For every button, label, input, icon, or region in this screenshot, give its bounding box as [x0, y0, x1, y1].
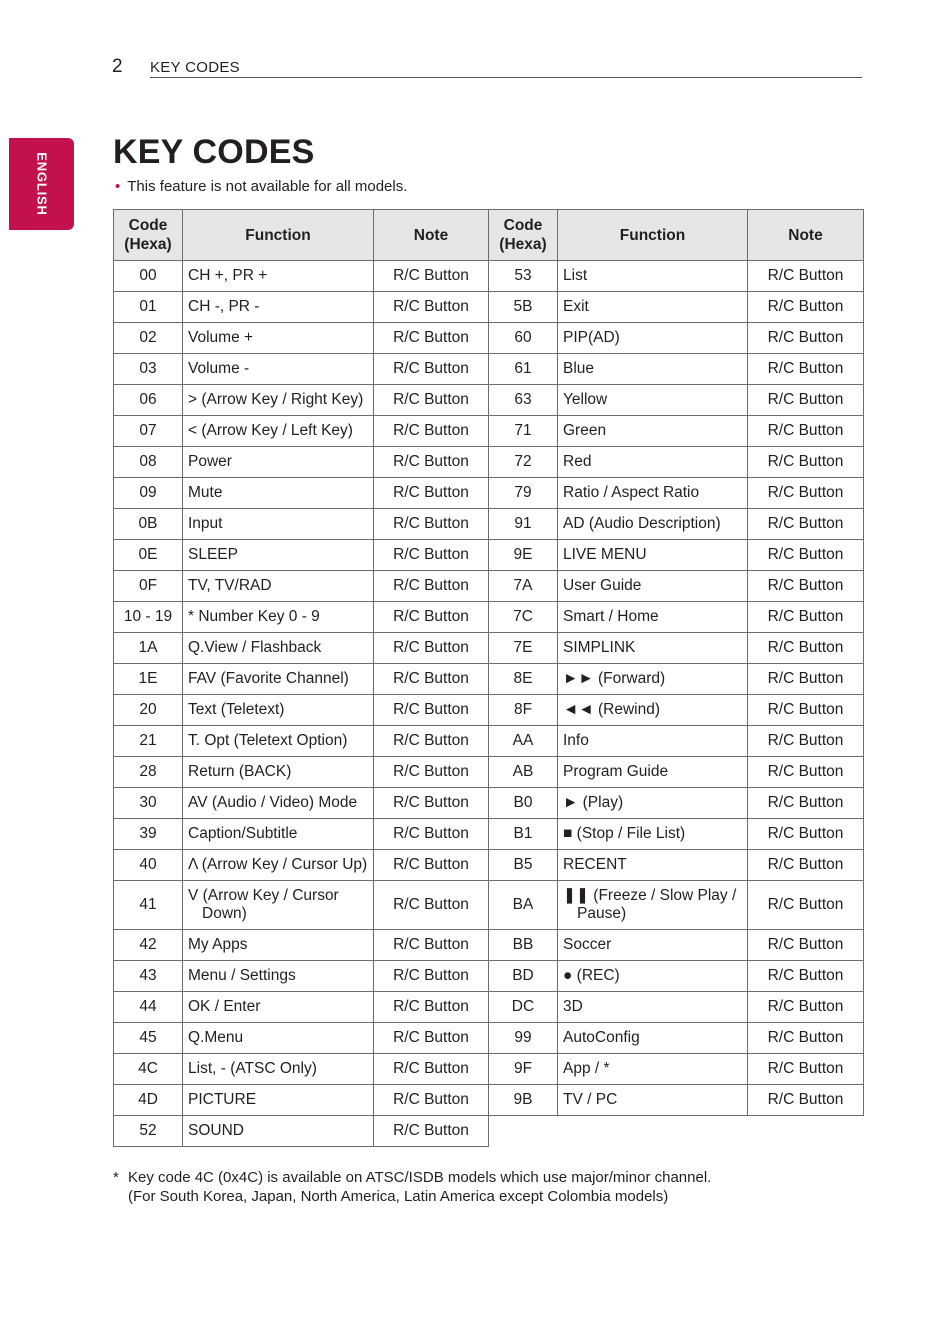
note-cell: R/C Button	[374, 478, 489, 509]
function-cell: * Number Key 0 - 9	[183, 602, 374, 633]
table-row	[114, 961, 864, 992]
code-cell: 99	[489, 1023, 558, 1054]
header-code: Code (Hexa)	[489, 210, 558, 261]
note-cell: R/C Button	[374, 819, 489, 850]
function-cell: Return (BACK)	[183, 757, 374, 788]
code-cell: 1E	[114, 664, 183, 695]
table-row	[114, 930, 864, 961]
table-row	[114, 819, 864, 850]
function-cell: ❚❚ (Freeze / Slow Play / Pause)	[558, 881, 748, 930]
table-row	[114, 292, 864, 323]
function-cell: Power	[183, 447, 374, 478]
function-cell: CH -, PR -	[183, 292, 374, 323]
table-row	[114, 478, 864, 509]
note-cell: R/C Button	[374, 323, 489, 354]
note-cell: R/C Button	[748, 726, 864, 757]
function-cell: My Apps	[183, 930, 374, 961]
availability-note-text: This feature is not available for all models.	[127, 178, 408, 195]
code-cell: AB	[489, 757, 558, 788]
function-cell: Green	[558, 416, 748, 447]
function-cell: CH +, PR +	[183, 261, 374, 292]
function-cell: 3D	[558, 992, 748, 1023]
table-body	[114, 261, 864, 1147]
function-cell: RECENT	[558, 850, 748, 881]
note-cell: R/C Button	[748, 961, 864, 992]
note-cell: R/C Button	[374, 602, 489, 633]
code-cell: 52	[114, 1116, 183, 1147]
code-cell: 72	[489, 447, 558, 478]
note-cell: R/C Button	[748, 509, 864, 540]
function-cell: AutoConfig	[558, 1023, 748, 1054]
page-title: KEY CODES	[113, 133, 315, 171]
table-row	[114, 323, 864, 354]
note-cell: R/C Button	[374, 354, 489, 385]
availability-note	[115, 178, 407, 195]
function-cell: OK / Enter	[183, 992, 374, 1023]
function-cell: Info	[558, 726, 748, 757]
note-cell: R/C Button	[374, 385, 489, 416]
function-cell: List	[558, 261, 748, 292]
note-cell: R/C Button	[748, 1054, 864, 1085]
function-cell: ◄◄ (Rewind)	[558, 695, 748, 726]
function-cell: T. Opt (Teletext Option)	[183, 726, 374, 757]
note-cell: R/C Button	[374, 881, 489, 930]
function-cell: Input	[183, 509, 374, 540]
function-cell: Mute	[183, 478, 374, 509]
code-cell: 41	[114, 881, 183, 930]
function-cell: Text (Teletext)	[183, 695, 374, 726]
code-cell: 91	[489, 509, 558, 540]
function-cell: Blue	[558, 354, 748, 385]
table-header-row	[114, 210, 864, 261]
note-cell: R/C Button	[748, 354, 864, 385]
note-cell: R/C Button	[748, 788, 864, 819]
code-cell: 03	[114, 354, 183, 385]
code-cell: 06	[114, 385, 183, 416]
function-cell: PIP(AD)	[558, 323, 748, 354]
note-cell: R/C Button	[748, 292, 864, 323]
table-row	[114, 447, 864, 478]
function-cell: AV (Audio / Video) Mode	[183, 788, 374, 819]
code-cell: 42	[114, 930, 183, 961]
table-row	[114, 1023, 864, 1054]
function-cell: SIMPLINK	[558, 633, 748, 664]
code-cell: 61	[489, 354, 558, 385]
function-cell: App / *	[558, 1054, 748, 1085]
note-cell: R/C Button	[374, 540, 489, 571]
code-cell: DC	[489, 992, 558, 1023]
function-cell: List, - (ATSC Only)	[183, 1054, 374, 1085]
code-cell: 28	[114, 757, 183, 788]
function-cell: FAV (Favorite Channel)	[183, 664, 374, 695]
note-cell: R/C Button	[374, 1054, 489, 1085]
footnote	[113, 1168, 711, 1206]
note-cell: R/C Button	[374, 850, 489, 881]
function-cell: PICTURE	[183, 1085, 374, 1116]
code-cell: 00	[114, 261, 183, 292]
note-cell: R/C Button	[374, 930, 489, 961]
table-row	[114, 416, 864, 447]
note-cell: R/C Button	[748, 602, 864, 633]
function-cell: Yellow	[558, 385, 748, 416]
note-cell: R/C Button	[748, 664, 864, 695]
note-cell: R/C Button	[748, 416, 864, 447]
function-cell: ► (Play)	[558, 788, 748, 819]
code-cell: 40	[114, 850, 183, 881]
code-cell: BD	[489, 961, 558, 992]
function-cell: Q.Menu	[183, 1023, 374, 1054]
function-cell: V (Arrow Key / Cursor Down)	[183, 881, 374, 930]
function-cell: ►► (Forward)	[558, 664, 748, 695]
code-cell: 45	[114, 1023, 183, 1054]
note-cell: R/C Button	[748, 385, 864, 416]
code-cell: 30	[114, 788, 183, 819]
code-cell: 9E	[489, 540, 558, 571]
code-cell: 8F	[489, 695, 558, 726]
function-cell: Program Guide	[558, 757, 748, 788]
code-cell: B5	[489, 850, 558, 881]
note-cell: R/C Button	[374, 961, 489, 992]
table-row	[114, 726, 864, 757]
header-code: Code (Hexa)	[114, 210, 183, 261]
note-cell: R/C Button	[374, 788, 489, 819]
function-cell: Exit	[558, 292, 748, 323]
page-number: 2	[112, 56, 123, 77]
note-cell: R/C Button	[374, 447, 489, 478]
table-row	[114, 881, 864, 930]
note-cell: R/C Button	[374, 509, 489, 540]
table-row	[114, 992, 864, 1023]
note-cell: R/C Button	[748, 881, 864, 930]
note-cell: R/C Button	[748, 478, 864, 509]
table-row	[114, 385, 864, 416]
code-cell: BB	[489, 930, 558, 961]
footnote-line-2: (For South Korea, Japan, North America, Latin America except Colombia models)	[128, 1188, 669, 1205]
note-cell: R/C Button	[374, 1116, 489, 1147]
function-cell: Ratio / Aspect Ratio	[558, 478, 748, 509]
function-cell: Menu / Settings	[183, 961, 374, 992]
header-function: Function	[183, 210, 374, 261]
note-cell: R/C Button	[374, 633, 489, 664]
function-cell: Caption/Subtitle	[183, 819, 374, 850]
table-row	[114, 1085, 864, 1116]
table-row	[114, 540, 864, 571]
code-cell: 9B	[489, 1085, 558, 1116]
function-cell: ■ (Stop / File List)	[558, 819, 748, 850]
table-row	[114, 695, 864, 726]
function-cell: Red	[558, 447, 748, 478]
header-function: Function	[558, 210, 748, 261]
table-row	[114, 1116, 864, 1147]
function-cell: Volume -	[183, 354, 374, 385]
note-cell: R/C Button	[374, 261, 489, 292]
note-cell: R/C Button	[374, 416, 489, 447]
code-cell: 0B	[114, 509, 183, 540]
code-cell: 09	[114, 478, 183, 509]
function-cell: > (Arrow Key / Right Key)	[183, 385, 374, 416]
table-row	[114, 664, 864, 695]
running-header: KEY CODES	[150, 59, 240, 76]
code-cell: B0	[489, 788, 558, 819]
code-cell: 7A	[489, 571, 558, 602]
header-note: Note	[748, 210, 864, 261]
function-cell: Q.View / Flashback	[183, 633, 374, 664]
key-codes-table	[113, 209, 864, 1147]
note-cell: R/C Button	[748, 819, 864, 850]
table-row	[114, 633, 864, 664]
code-cell: 39	[114, 819, 183, 850]
code-cell: 4C	[114, 1054, 183, 1085]
code-cell: BA	[489, 881, 558, 930]
code-cell: 44	[114, 992, 183, 1023]
note-cell: R/C Button	[748, 992, 864, 1023]
code-cell: 10 - 19	[114, 602, 183, 633]
function-cell: SLEEP	[183, 540, 374, 571]
note-cell: R/C Button	[374, 726, 489, 757]
language-tab-label: ENGLISH	[34, 152, 49, 216]
function-cell: LIVE MENU	[558, 540, 748, 571]
note-cell: R/C Button	[374, 695, 489, 726]
table-row	[114, 602, 864, 633]
code-cell: B1	[489, 819, 558, 850]
code-cell: 4D	[114, 1085, 183, 1116]
code-cell: 7C	[489, 602, 558, 633]
table-row	[114, 1054, 864, 1085]
function-cell: Soccer	[558, 930, 748, 961]
code-cell: 5B	[489, 292, 558, 323]
header-divider	[150, 77, 862, 78]
function-cell: < (Arrow Key / Left Key)	[183, 416, 374, 447]
function-cell: Λ (Arrow Key / Cursor Up)	[183, 850, 374, 881]
code-cell: 8E	[489, 664, 558, 695]
note-cell: R/C Button	[748, 757, 864, 788]
note-cell: R/C Button	[374, 1023, 489, 1054]
table-row	[114, 850, 864, 881]
note-cell: R/C Button	[374, 292, 489, 323]
note-cell: R/C Button	[748, 1085, 864, 1116]
code-cell: 53	[489, 261, 558, 292]
table-row	[114, 261, 864, 292]
code-cell: 60	[489, 323, 558, 354]
footnote-line-1	[113, 1168, 711, 1187]
code-cell: 07	[114, 416, 183, 447]
function-cell: Smart / Home	[558, 602, 748, 633]
table-row	[114, 354, 864, 385]
function-cell: TV, TV/RAD	[183, 571, 374, 602]
code-cell: AA	[489, 726, 558, 757]
bullet-icon: •	[115, 178, 121, 195]
note-cell: R/C Button	[748, 571, 864, 602]
function-cell: User Guide	[558, 571, 748, 602]
table-row	[114, 509, 864, 540]
code-cell: 20	[114, 695, 183, 726]
note-cell: R/C Button	[374, 757, 489, 788]
code-cell: 02	[114, 323, 183, 354]
code-cell: 7E	[489, 633, 558, 664]
note-cell: R/C Button	[748, 695, 864, 726]
note-cell: R/C Button	[374, 664, 489, 695]
function-cell: TV / PC	[558, 1085, 748, 1116]
note-cell: R/C Button	[374, 992, 489, 1023]
note-cell: R/C Button	[748, 633, 864, 664]
function-cell: Volume +	[183, 323, 374, 354]
note-cell: R/C Button	[748, 261, 864, 292]
footnote-marker: *	[113, 1169, 119, 1186]
note-cell: R/C Button	[748, 540, 864, 571]
function-cell: SOUND	[183, 1116, 374, 1147]
note-cell: R/C Button	[748, 930, 864, 961]
code-cell: 08	[114, 447, 183, 478]
code-cell: 01	[114, 292, 183, 323]
footnote-text: Key code 4C (0x4C) is available on ATSC/ISDB models which use major/minor channel.	[128, 1169, 712, 1186]
note-cell: R/C Button	[748, 447, 864, 478]
note-cell: R/C Button	[748, 850, 864, 881]
code-cell: 0F	[114, 571, 183, 602]
table-row	[114, 788, 864, 819]
code-cell: 43	[114, 961, 183, 992]
function-cell: ● (REC)	[558, 961, 748, 992]
table-row	[114, 757, 864, 788]
note-cell: R/C Button	[374, 571, 489, 602]
code-cell: 63	[489, 385, 558, 416]
language-tab	[9, 138, 74, 230]
function-cell: AD (Audio Description)	[558, 509, 748, 540]
table-row	[114, 571, 864, 602]
code-cell: 1A	[114, 633, 183, 664]
code-cell: 21	[114, 726, 183, 757]
code-cell: 0E	[114, 540, 183, 571]
note-cell: R/C Button	[748, 323, 864, 354]
empty-cell	[748, 1116, 864, 1147]
code-cell: 79	[489, 478, 558, 509]
code-cell: 71	[489, 416, 558, 447]
empty-cell	[489, 1116, 558, 1147]
empty-cell	[558, 1116, 748, 1147]
note-cell: R/C Button	[374, 1085, 489, 1116]
header-note: Note	[374, 210, 489, 261]
note-cell: R/C Button	[748, 1023, 864, 1054]
code-cell: 9F	[489, 1054, 558, 1085]
